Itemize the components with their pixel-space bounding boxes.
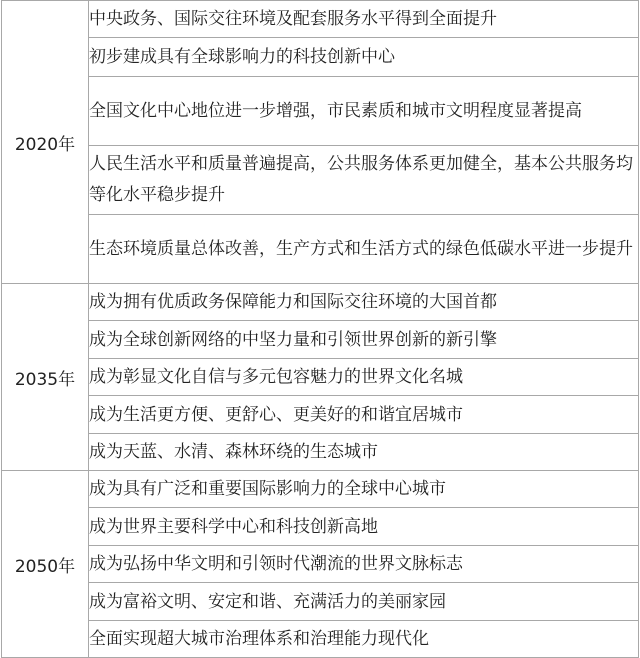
goal-text: 成为彰显文化自信与多元包容魅力的世界文化名城 [89,367,463,387]
table-row [2,508,639,546]
goals-table [1,0,639,658]
goal-cell [89,77,639,146]
goal-cell [89,621,639,658]
goal-text: 成为拥有优质政务保障能力和国际交往环境的大国首都 [89,292,497,312]
goal-cell [89,471,639,508]
goal-text: 初步建成具有全球影响力的科技创新中心 [89,47,395,67]
table-row [2,321,639,359]
goal-text: 全国文化中心地位进一步增强，市民素质和城市文明程度显著提高 [89,100,582,121]
table-row [2,1,639,38]
table-row [2,471,639,508]
goal-text: 成为生活更方便、更舒心、更美好的和谐宜居城市 [89,404,463,425]
goal-cell [89,284,639,321]
goal-text: 人民生活水平和质量普遍提高，公共服务体系更加健全，基本公共服务均等化水平稳步提升 [89,154,633,205]
table-row [2,215,639,284]
goal-cell [89,508,639,546]
goal-cell [89,215,639,284]
table-row [2,621,639,658]
goal-cell [89,1,639,38]
goal-cell [89,396,639,434]
goal-text: 中央政务、国际交往环境及配套服务水平得到全面提升 [89,9,497,29]
year-cell-2020: 2020年 [2,1,89,284]
goal-cell [89,434,639,471]
table-row [2,583,639,621]
table-row [2,38,639,77]
goal-text: 成为世界主要科学中心和科技创新高地 [89,516,378,537]
goal-cell [89,321,639,359]
table-row [2,284,639,321]
goal-text: 成为富裕文明、安定和谐、充满活力的美丽家园 [89,591,446,612]
goal-text: 全面实现超大城市治理体系和治理能力现代化 [89,629,429,649]
goal-cell [89,583,639,621]
table-row [2,546,639,583]
table-row [2,434,639,471]
goal-text: 成为弘扬中华文明和引领时代潮流的世界文脉标志 [89,554,463,574]
goal-cell [89,546,639,583]
goal-cell [89,38,639,77]
year-cell-2050: 2050年 [2,471,89,658]
goal-text: 成为全球创新网络的中坚力量和引领世界创新的新引擎 [89,329,497,350]
goal-cell [89,146,639,215]
goal-cell [89,359,639,396]
year-cell-2035: 2035年 [2,284,89,471]
goal-text: 成为具有广泛和重要国际影响力的全球中心城市 [89,479,446,499]
goal-text: 成为天蓝、水清、森林环绕的生态城市 [89,442,378,462]
table-row [2,146,639,215]
table-row [2,77,639,146]
table-row [2,359,639,396]
table-row [2,396,639,434]
goal-text: 生态环境质量总体改善，生产方式和生活方式的绿色低碳水平进一步提升 [89,238,633,259]
